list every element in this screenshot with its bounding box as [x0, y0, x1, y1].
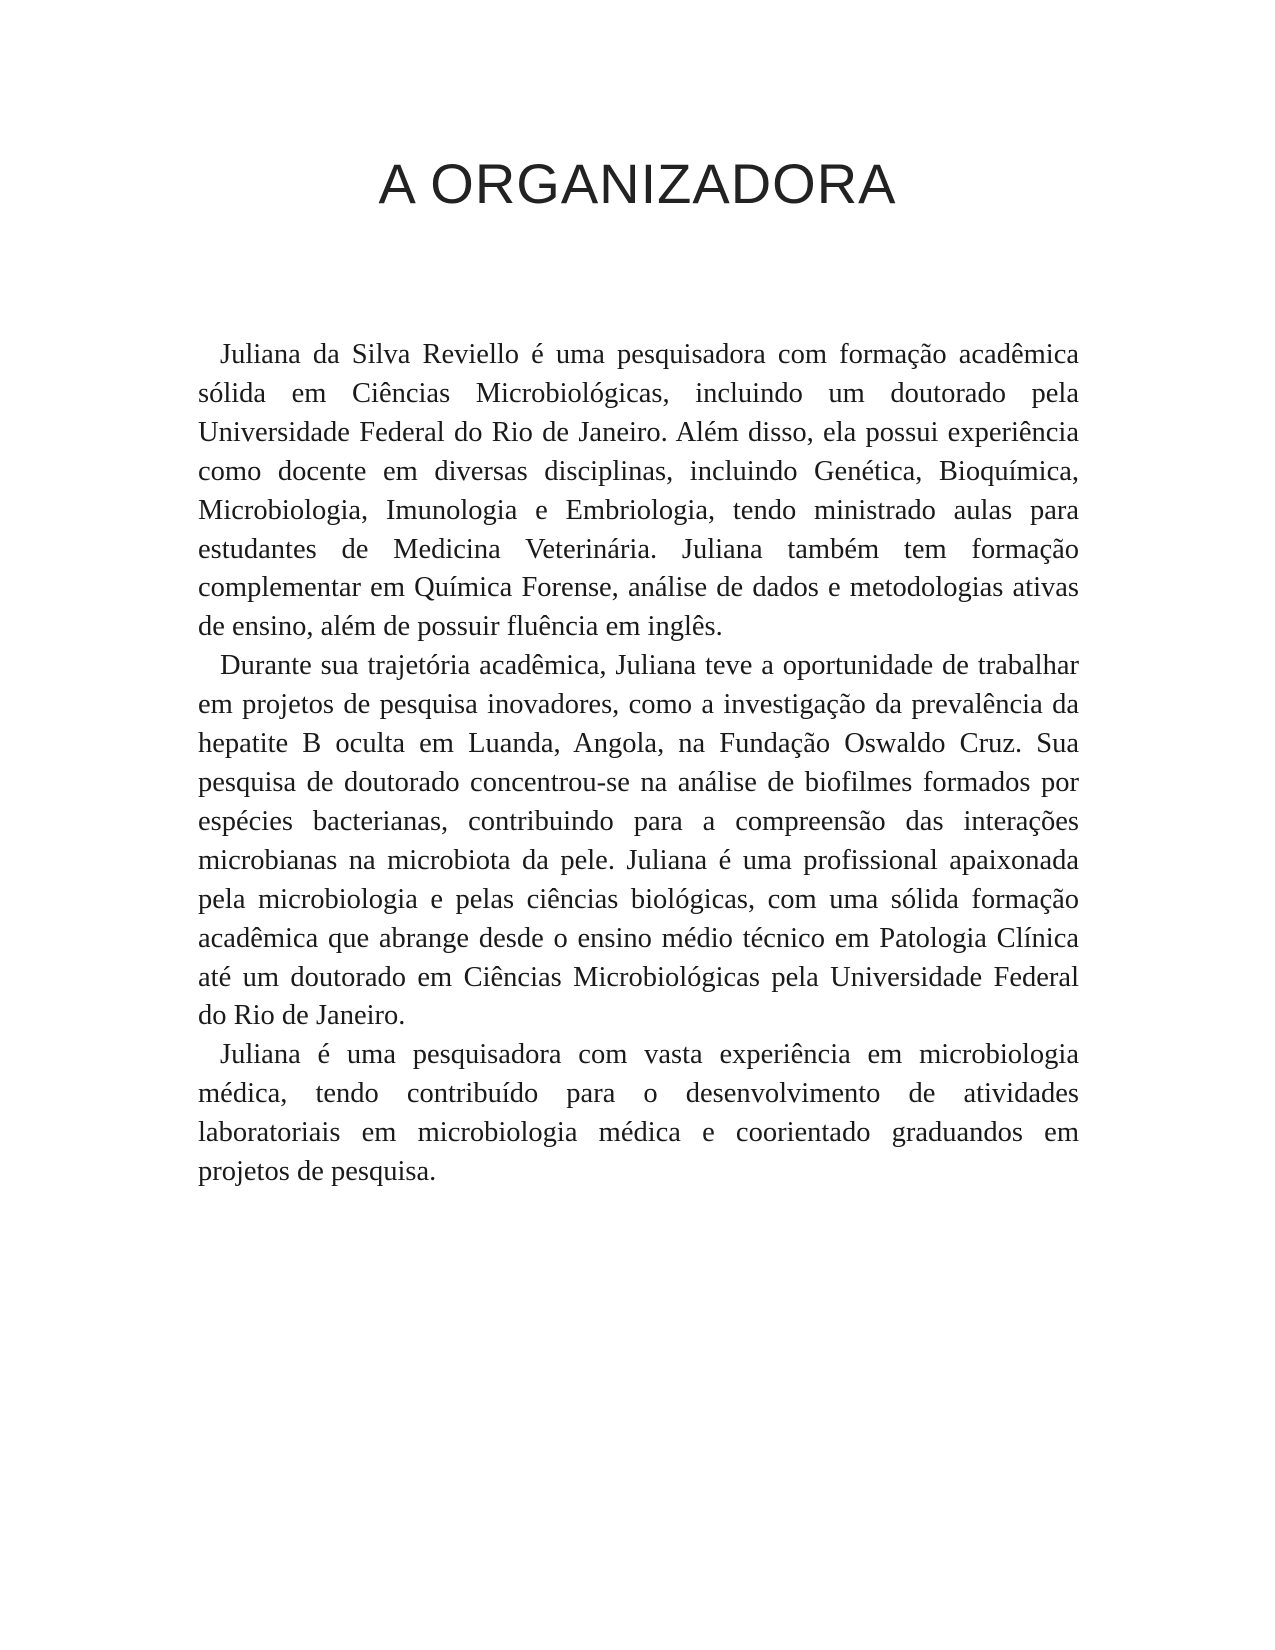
page-title: A ORGANIZADORA: [378, 152, 897, 215]
paragraph: Juliana é uma pesquisadora com vasta experiência em microbiologia médica, tendo contribuído para o desenvolvimento de atividades laboratoriais em microbiologia médica e coorientado graduandos em projetos de pesquisa.: [198, 1039, 1079, 1188]
body-text: [198, 336, 1079, 1192]
paragraph: Durante sua trajetória acadêmica, Juliana teve a oportunidade de trabalhar em projetos de pesquisa inovadores, como a investigação da prevalência da hepatite B oculta em Luanda, Angola, na Fundação Oswaldo Cruz. Sua pesquisa de doutorado concentrou-se na análise de biofilmes formados por espécies bacterianas, contribuindo para a compreensão das interações microbianas na microbiota da pele. Juliana é uma profissional apaixonada pela microbiologia e pelas ciências biológicas, com uma sólida formação acadêmica que abrange desde o ensino médio técnico em Patologia Clínica até um doutorado em Ciências Microbiológicas pela Universidade Federal do Rio de Janeiro.: [198, 650, 1079, 1032]
paragraph: Juliana da Silva Reviello é uma pesquisadora com formação acadêmica sólida em Ciências Microbiológicas, incluindo um doutorado pela Universidade Federal do Rio de Janeiro. Além disso, ela possui experiência como docente em diversas disciplinas, incluindo Genética, Bioquímica, Microbiologia, Imunologia e Embriologia, tendo ministrado aulas para estudantes de Medicina Veterinária. Juliana também tem formação complementar em Química Forense, análise de dados e metodologias ativas de ensino, além de possuir fluência em inglês.: [198, 339, 1079, 643]
